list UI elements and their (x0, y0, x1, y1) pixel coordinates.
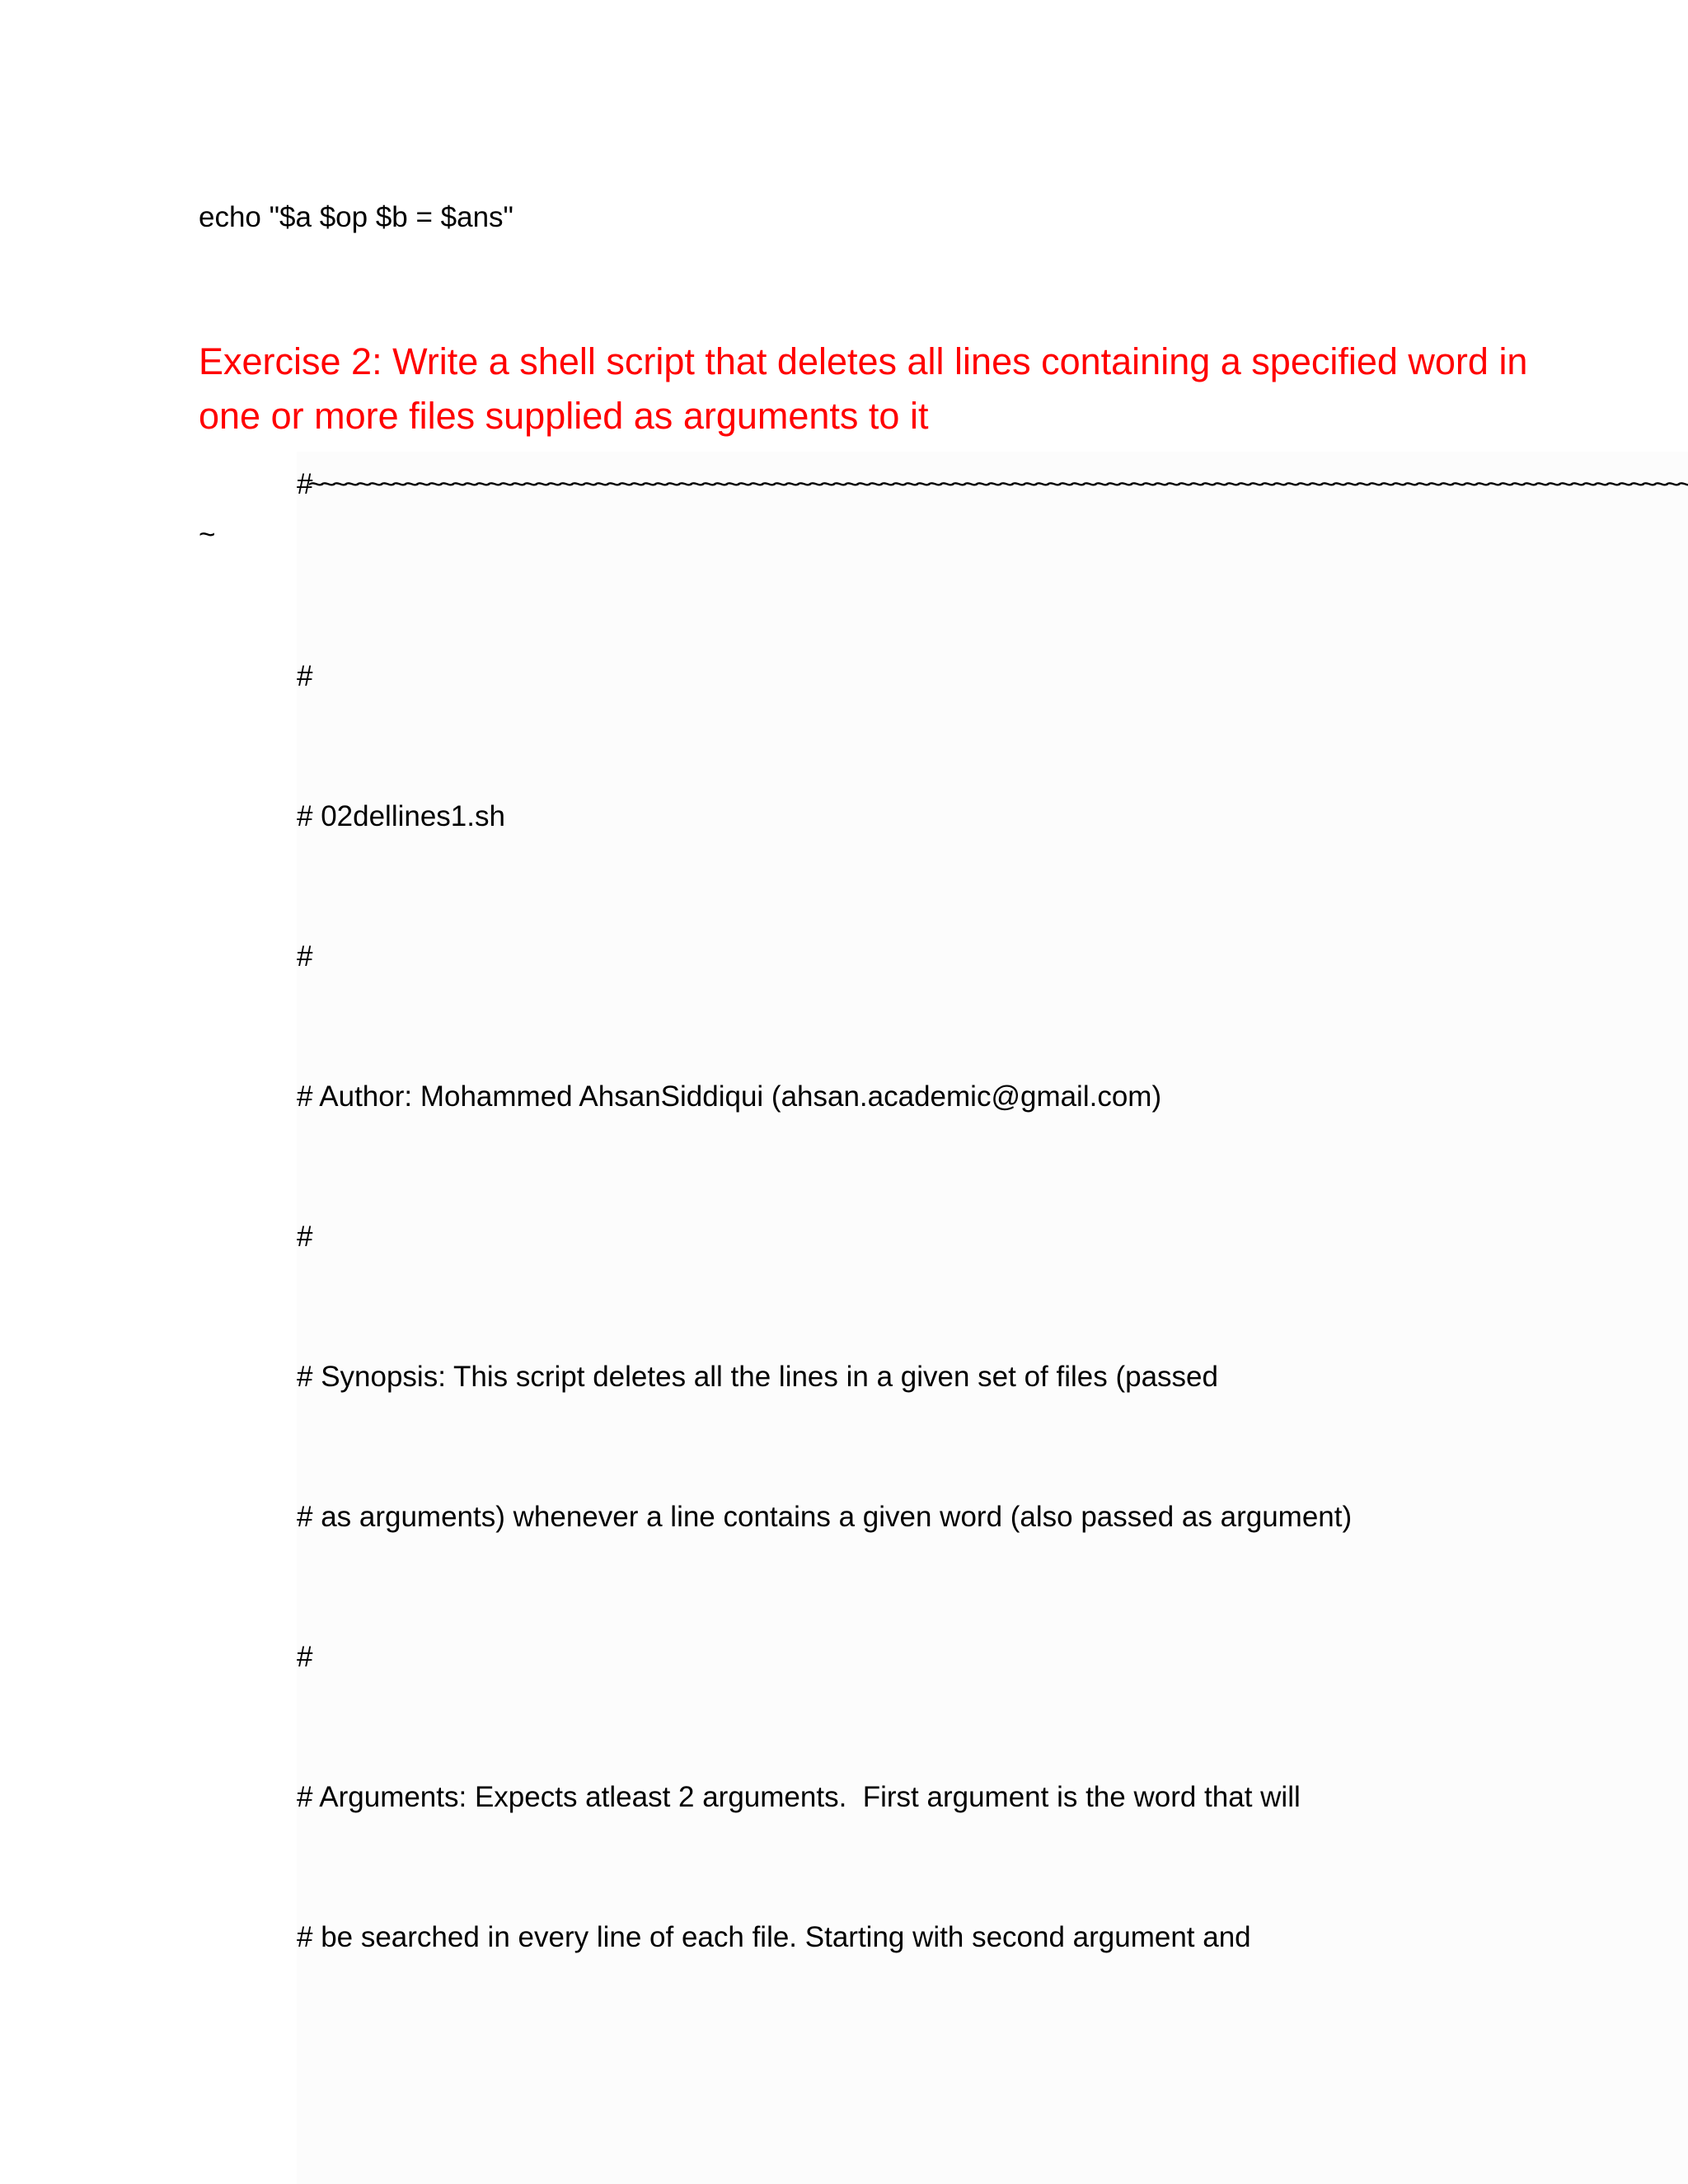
script-line: # 02dellines1.sh (297, 800, 505, 832)
script-line: # (297, 660, 313, 692)
exercise-heading: Exercise 2: Write a shell script that deletes all lines containing a specified word in one or more files supplied as arguments to it (199, 340, 1528, 437)
script-line: # be searched in every line of each file. Starting with second argument and (297, 1921, 1251, 1953)
script-line: # as arguments) whenever a line contains a given word (also passed as argument) (297, 1501, 1353, 1533)
script-line: # Author: Mohammed AhsanSiddiqui (ahsan.academic@gmail.com) (297, 1080, 1162, 1113)
comment-rule-wrap: ~ (199, 518, 216, 551)
script-line: # (297, 940, 313, 972)
script-line: # Arguments: Expects atleast 2 arguments. First argument is the word that will (297, 1781, 1301, 1813)
script-line: # (297, 1221, 313, 1253)
script-line: # (297, 1641, 313, 1673)
code-echo-line: echo "$a $op $b = $ans" (199, 201, 513, 233)
script-line: # Synopsis: This script deletes all the lines in a given set of files (passed (297, 1361, 1218, 1393)
comment-rule-line: #~~~~~~~~~~~~~~~~~~~~~~~~~~~~~~~~~~~~~~~~~~~~~~~~~~~~~~~~~~~~~~~~~~~~~~~~~~~~~~~~~~~~~~~~~~~~~~~~~~~~~~~~~~~~~~~~~~~~ (297, 468, 1688, 500)
